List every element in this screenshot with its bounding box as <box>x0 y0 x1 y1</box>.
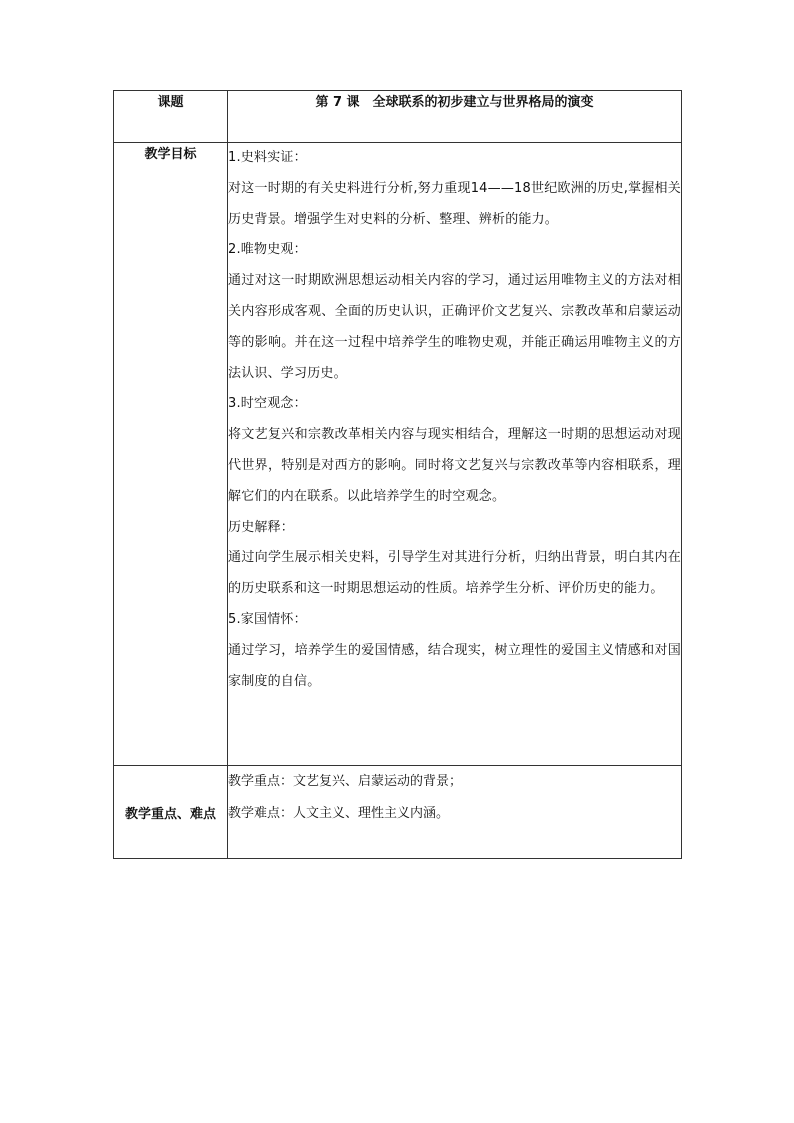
goals-label-cell <box>114 143 228 766</box>
lesson-plan-table <box>113 90 682 859</box>
key-label-cell <box>114 766 228 859</box>
goal-paragraph: 对这一时期的有关史料进行分析,努力重现14——18世纪欧洲的历史,掌握相关历史背景。增强学生对史料的分析、整理、辨析的能力。 <box>228 180 681 227</box>
goals-row <box>114 143 682 766</box>
goal-heading: 3.时空观念： <box>228 396 307 412</box>
goal-paragraph: 通过学习，培养学生的爱国情感，结合现实，树立理性的爱国主义情感和对国家制度的自信。 <box>228 642 681 689</box>
key-points-row <box>114 766 682 859</box>
title-row <box>114 91 682 143</box>
key-content-cell <box>228 766 682 859</box>
key-label: 教学重点、难点 <box>124 806 216 822</box>
goal-heading: 5.家国情怀： <box>228 611 307 627</box>
goal-paragraph: 通过对这一时期欧洲思想运动相关内容的学习，通过运用唯物主义的方法对相关内容形成客观、全面的历史认识，正确评价文艺复兴、宗教改革和启蒙运动等的影响。并在这一过程中培养学生的唯物史观，并能正确运用唯物主义的方法认识、学习历史。 <box>228 273 681 381</box>
key-point: 教学重点：文艺复兴、启蒙运动的背景； <box>228 774 463 789</box>
title-label-cell <box>114 91 228 143</box>
goal-heading: 历史解释： <box>228 519 295 535</box>
goals-label: 教学目标 <box>144 147 197 162</box>
lesson-title: 第 7 课 全球联系的初步建立与世界格局的演变 <box>315 95 594 110</box>
goal-paragraph: 通过向学生展示相关史料，引导学生对其进行分析，归纳出背景，明白其内在的历史联系和这一时期思想运动的性质。培养学生分析、评价历史的能力。 <box>228 550 681 597</box>
goal-heading: 2.唯物史观： <box>228 242 307 258</box>
title-text-cell <box>228 91 682 143</box>
goal-paragraph: 将文艺复兴和宗教改革相关内容与现实相结合，理解这一时期的思想运动对现代世界，特别是对西方的影响。同时将文艺复兴与宗教改革等内容相联系，理解它们的内在联系。以此培养学生的时空观念。 <box>228 427 681 504</box>
goal-heading: 1.史料实证： <box>228 150 307 165</box>
title-label: 课题 <box>157 95 184 110</box>
difficult-point: 教学难点：人文主义、理性主义内涵。 <box>228 806 450 821</box>
goals-content-cell <box>228 143 682 766</box>
